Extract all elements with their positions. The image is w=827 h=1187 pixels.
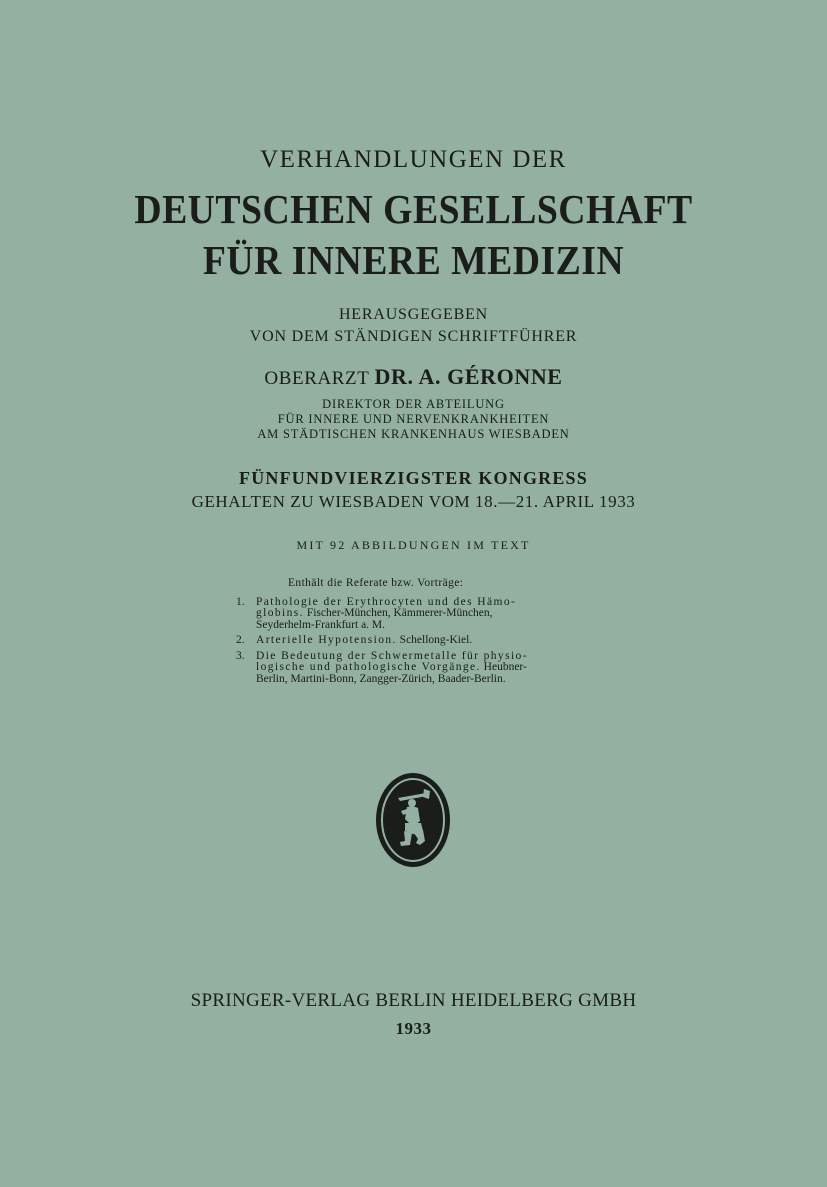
- contents-item: [236, 597, 616, 632]
- contents-list: [236, 578, 616, 689]
- springer-chess-knight-emblem-icon: [374, 771, 452, 869]
- contents-item-number: 1.: [236, 595, 245, 608]
- contents-item-topic: Die Bedeutung der Schwermetalle für physio- logische und pathologische Vorgänge.: [256, 649, 528, 673]
- congress-dates: GEHALTEN ZU WIESBADEN VOM 18.—21. APRIL 1933: [191, 492, 636, 511]
- series-title: VERHANDLUNGEN DER: [260, 146, 567, 173]
- contents-item: [236, 635, 616, 647]
- publication-year: 1933: [395, 1019, 432, 1038]
- contents-item-text: [256, 597, 616, 632]
- editor-intro-line-2: VON DEM STÄNDIGEN SCHRIFTFÜHRER: [249, 328, 578, 345]
- main-title-line-1: DEUTSCHEN GESELLSCHAFT: [134, 186, 693, 232]
- contents-heading: Enthält die Referate bzw. Vorträge:: [288, 577, 464, 589]
- editor-intro-line-1: HERAUSGEGEBEN: [338, 306, 489, 323]
- editor-rank: OBERARZT: [264, 368, 370, 389]
- main-title-line-2: FÜR INNERE MEDIZIN: [202, 237, 625, 283]
- contents-item: [236, 651, 616, 686]
- contents-item-topic: Arterielle Hypotension.: [256, 634, 397, 646]
- contents-item-text: [256, 635, 616, 647]
- contents-item-text: [256, 651, 616, 686]
- contents-item-authors: Fischer-München, Kämmerer-München, Seyderhelm-Frankfurt a. M.: [256, 607, 493, 631]
- editor-name-line: [0, 364, 827, 390]
- contents-item-authors: Schellong-Kiel.: [399, 634, 473, 646]
- publisher-name: SPRINGER-VERLAG BERLIN HEIDELBERG GMBH: [190, 990, 637, 1011]
- congress-name: FÜNFUNDVIERZIGSTER KONGRESS: [239, 468, 588, 488]
- contents-item-number: 3.: [236, 649, 245, 662]
- contents-item-authors: Heubner- Berlin, Martini-Bonn, Zangger-Zürich, Baader-Berlin.: [256, 661, 527, 685]
- editor-affiliation-line-2: FÜR INNERE UND NERVENKRANKHEITEN: [277, 412, 550, 426]
- editor-affiliation-line-3: AM STÄDTISCHEN KRANKENHAUS WIESBADEN: [257, 427, 570, 441]
- editor-affiliation-line-1: DIREKTOR DER ABTEILUNG: [322, 397, 505, 411]
- contents-item-topic: Pathologie der Erythrocyten und des Hämo- globins.: [256, 595, 517, 619]
- editor-name: DR. A. GÉRONNE: [374, 364, 563, 389]
- figures-note: MIT 92 ABBILDUNGEN IM TEXT: [296, 538, 531, 552]
- contents-item-number: 2.: [236, 634, 245, 646]
